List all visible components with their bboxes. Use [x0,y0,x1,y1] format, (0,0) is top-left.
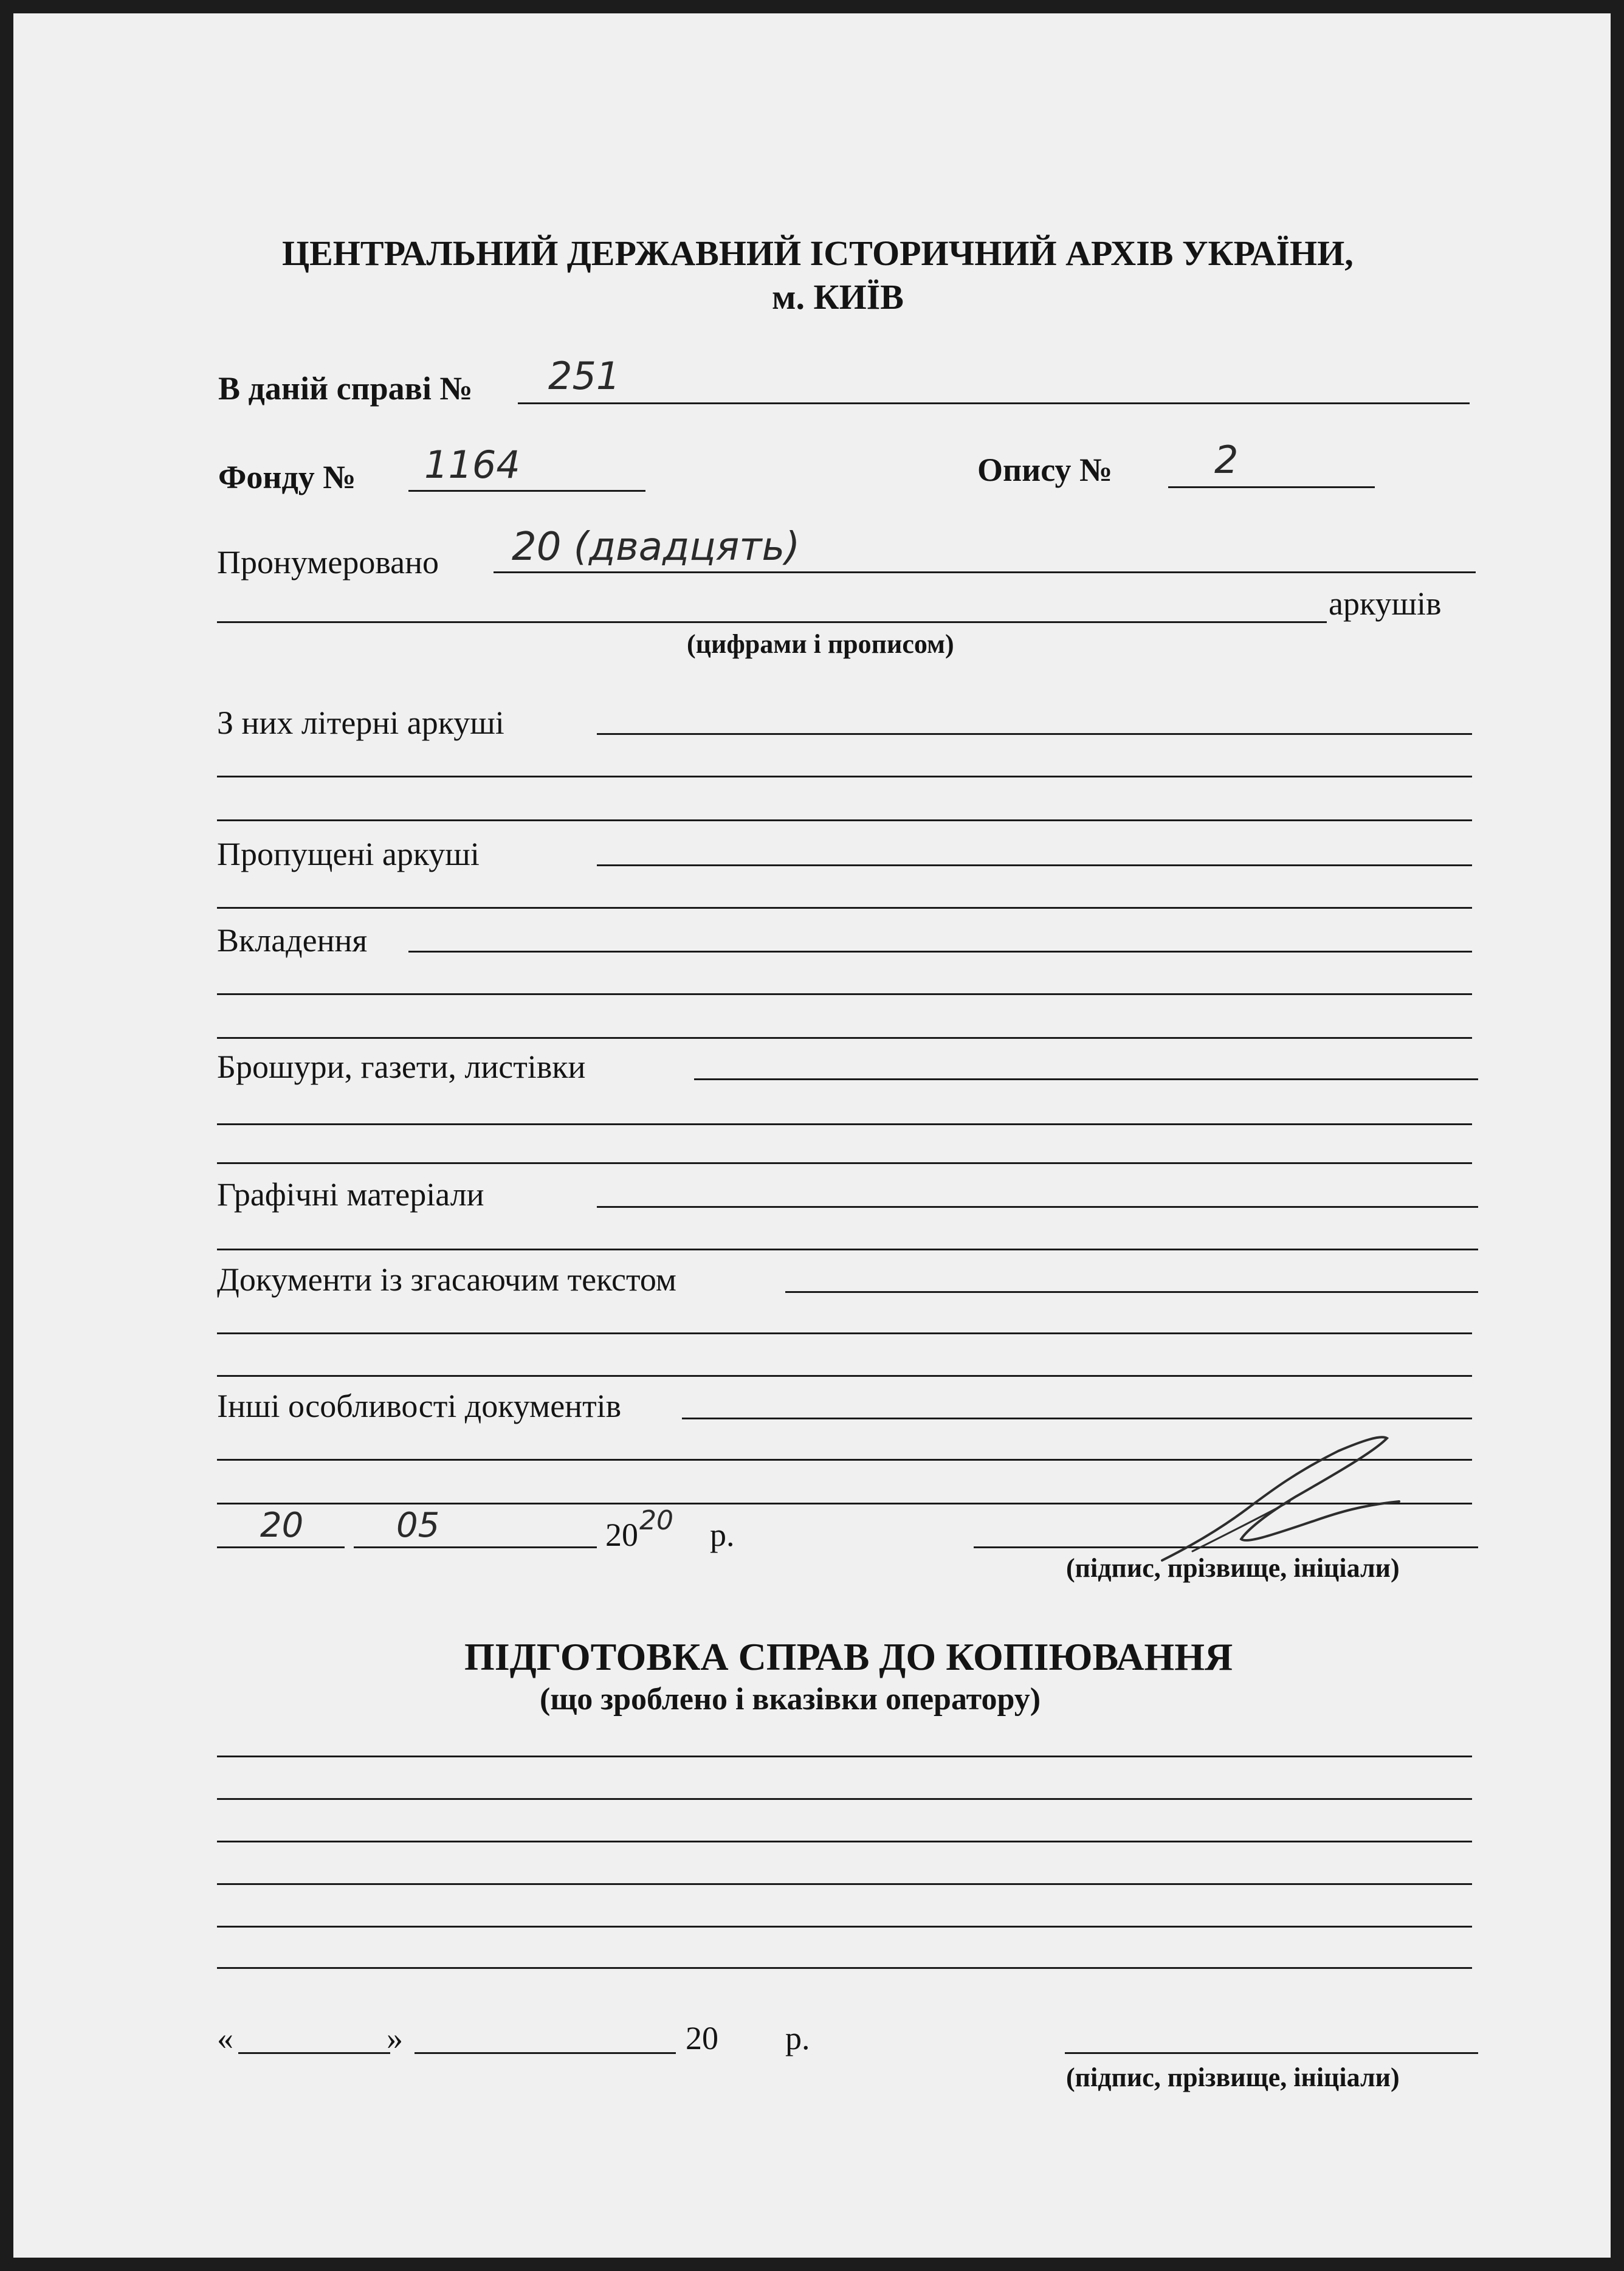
opys-label: Опису № [977,452,1113,488]
numbered-hint: (цифрами і прописом) [687,629,954,659]
brochures-line-1 [694,1078,1478,1080]
notes-line-3 [217,1841,1472,1842]
attachments-line-1 [408,951,1472,953]
graphics-line-1 [597,1206,1478,1208]
date2-year-end: р. [785,2020,810,2056]
brochures-label: Брошури, газети, листівки [217,1049,586,1085]
notes-line-2 [217,1798,1472,1800]
letter-sheets-line-1 [597,733,1472,735]
brochures-line-3 [217,1162,1472,1164]
date1-day-line [217,1546,345,1548]
case-line [518,402,1470,404]
numbered-value[interactable]: 20 (двадцять) [512,525,800,570]
date1-year-end: р. [710,1517,735,1553]
section2-subtitle: (що зроблено і вказівки оператору) [540,1682,1041,1717]
numbered-suffix: аркушів [1329,585,1442,622]
section2-title: ПІДГОТОВКА СПРАВ ДО КОПІЮВАННЯ [464,1635,1233,1678]
letter-sheets-line-2 [217,776,1472,777]
date1-month-line [354,1546,597,1548]
signature1-hint: (підпис, прізвище, ініціали) [1066,1553,1400,1583]
notes-line-5 [217,1926,1472,1928]
attachments-line-2 [217,993,1472,995]
signature2-hint: (підпис, прізвище, ініціали) [1066,2063,1400,2092]
fading-text-label: Документи із згасаючим текстом [217,1261,676,1298]
fond-label: Фонду № [218,459,356,495]
date2-year-prefix: 20 [686,2020,718,2056]
attachments-line-3 [217,1037,1472,1039]
numbered-label: Пронумеровано [217,544,439,581]
date2-month-line [415,2052,676,2054]
notes-line-6 [217,1967,1472,1969]
signature2-line [1065,2052,1478,2054]
date2-close-quote: » [387,2020,403,2056]
fading-text-line-2 [217,1332,1472,1334]
fond-line [408,490,645,492]
fading-text-line-3 [217,1375,1472,1377]
date1-year-prefix: 20 [605,1517,638,1553]
missing-sheets-line-1 [597,864,1472,866]
form-sheet [13,13,1611,2258]
archive-title: ЦЕНТРАЛЬНИЙ ДЕРЖАВНИЙ ІСТОРИЧНИЙ АРХІВ УКРАЇНИ, [282,233,1354,273]
notes-line-4 [217,1883,1472,1885]
other-features-line-1 [682,1418,1472,1419]
attachments-label: Вкладення [217,922,368,959]
letter-sheets-line-3 [217,819,1472,821]
date1-month-value[interactable]: 05 [396,1506,440,1545]
archive-city: м. КИЇВ [772,277,904,317]
notes-line-1 [217,1756,1472,1757]
case-number-value[interactable]: 251 [548,354,621,398]
date2-day-line [238,2052,390,2054]
graphics-line-2 [217,1249,1478,1250]
date1-day-value[interactable]: 20 [260,1506,304,1545]
letter-sheets-label: З них літерні аркуші [217,705,504,741]
opys-number-value[interactable]: 2 [1214,438,1239,482]
numbered-line-2 [217,621,1327,623]
date2-open-quote: « [217,2020,233,2056]
missing-sheets-line-2 [217,907,1472,909]
fond-number-value[interactable]: 1164 [424,443,520,487]
signature-drawing [1156,1430,1411,1570]
other-features-label: Інші особливості документів [217,1388,622,1424]
case-label: В даній справі № [218,370,473,407]
numbered-line [494,571,1476,573]
fading-text-line-1 [785,1291,1478,1293]
opys-line [1168,486,1375,488]
brochures-line-2 [217,1123,1472,1125]
date1-year-value[interactable]: 20 [639,1505,673,1536]
graphics-label: Графічні матеріали [217,1176,484,1213]
missing-sheets-label: Пропущені аркуші [217,836,480,872]
